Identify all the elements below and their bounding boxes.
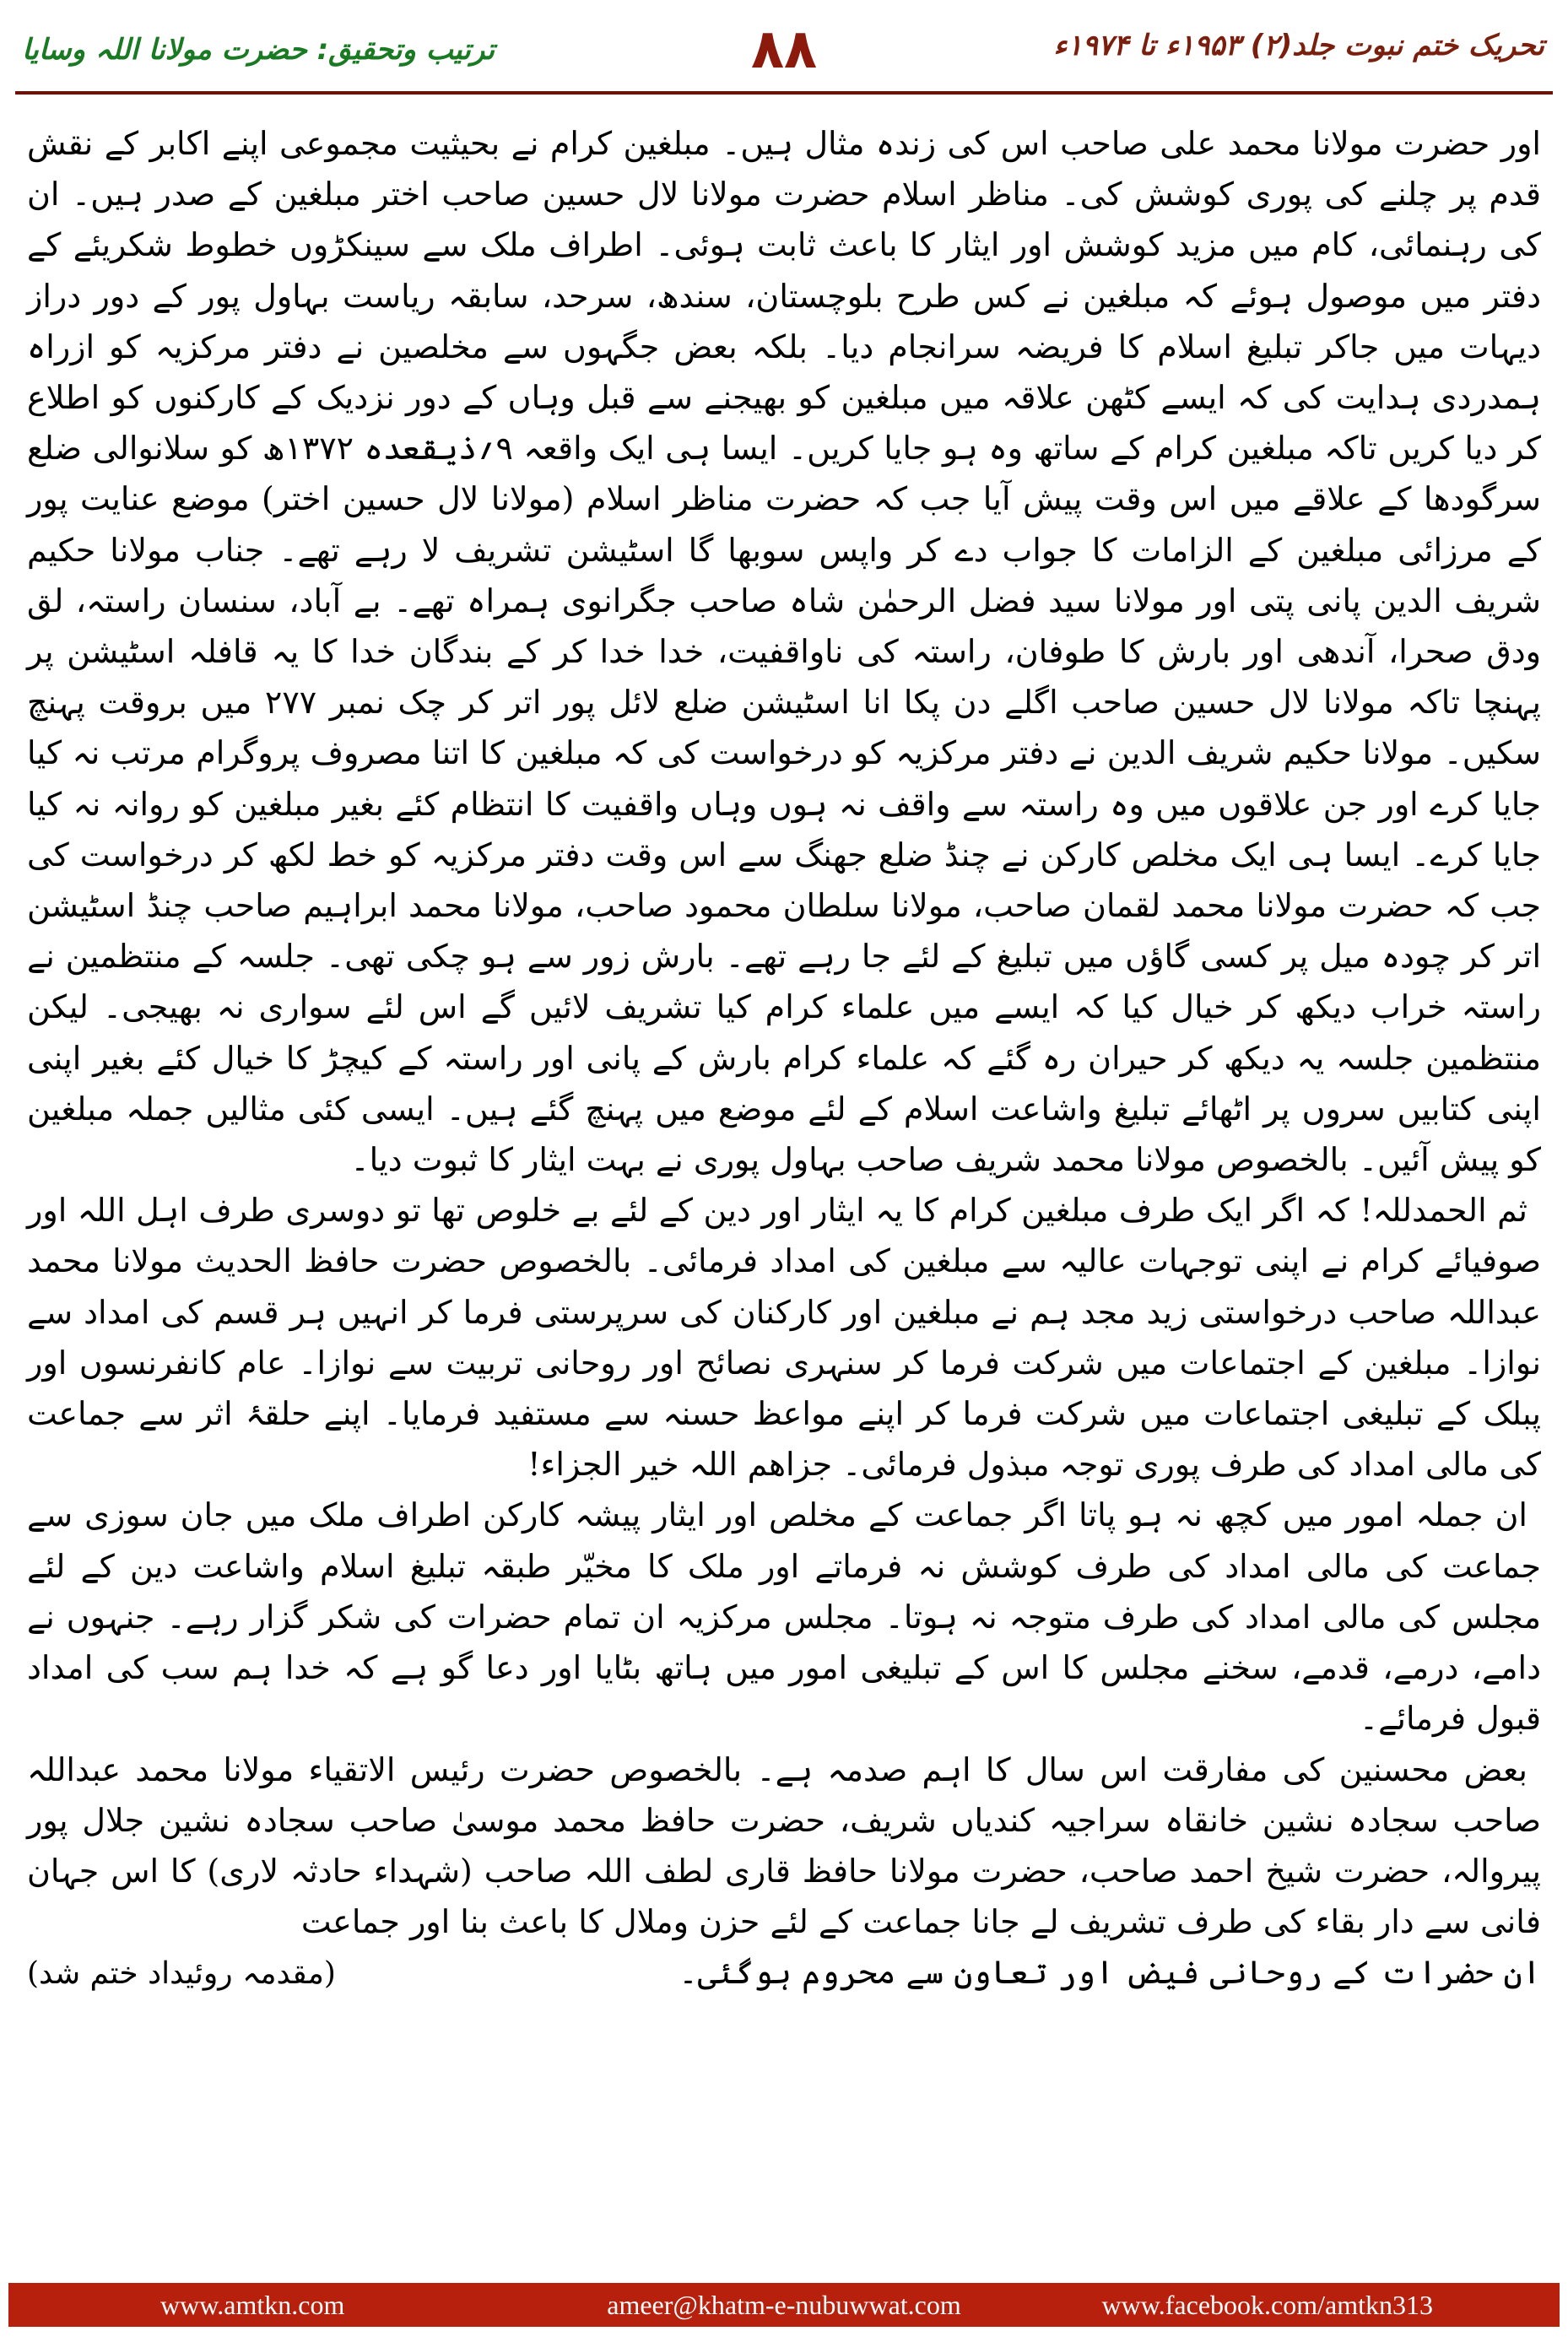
paragraph-3: ان جملہ امور میں کچھ نہ ہو پاتا اگر جماعت کے مخلص اور ایثار پیشہ کارکن اطراف ملک میں جان سوزی سے جماعت کی مالی امداد کی طرف کوشش نہ فرماتے اور ملک کا مخیّر طبقہ تبلیغ اسلام واشاعت دین کے لئے مجلس کی مالی امداد کی طرف متوجہ نہ ہوتا۔ مجلس مرکزیہ ان تمام حضرات کی شکر گزار رہے۔ جنہوں نے دامے، درمے، قدمے، سخنے مجلس کا اس کے تبلیغی امور میں ہاتھ بٹایا اور دعا گو ہے کہ خدا ہم سب کی امداد قبول فرمائے۔ <box>27 1496 1541 1738</box>
paragraph-4-last-line: ان حضرات کے روحانی فیض اور تعاون سے محروم ہوگئی۔ <box>679 1954 1541 1992</box>
facebook-link[interactable]: www.facebook.com/amtkn313 <box>1101 2290 1433 2320</box>
page-footer <box>8 2283 1560 2327</box>
website-link[interactable]: www.amtkn.com <box>160 2290 345 2320</box>
page-number: ۸۸ <box>750 19 818 81</box>
page-header <box>0 0 1568 101</box>
email-link[interactable]: ameer@khatm-e-nubuwwat.com <box>607 2290 961 2320</box>
paragraph-1: اور حضرت مولانا محمد علی صاحب اس کی زندہ مثال ہیں۔ مبلغین کرام نے بحیثیت مجموعی اپنے اکابر کے نقش قدم پر چلنے کی پوری کوشش کی۔ مناظر اسلام حضرت مولانا لال حسین صاحب اختر مبلغین کے صدر ہیں۔ ان کی رہنمائی، کام میں مزید کوشش اور ایثار کا باعث ثابت ہوئی۔ اطراف ملک سے سینکڑوں خطوط شکریئے کے دفتر میں موصول ہوئے کہ مبلغین نے کس طرح بلوچستان، سندھ، سرحد، سابقہ ریاست بہاول پور کے دور دراز دیہات میں جاکر تبلیغ اسلام کا فریضہ سرانجام دیا۔ بلکہ بعض جگہوں سے مخلصین نے دفتر مرکزیہ کو ازراہ ہمدردی ہدایت کی کہ ایسے کٹھن علاقہ میں مبلغین کو بھیجنے سے قبل وہاں کے دور نزدیک کے کارکنوں کو اطلاع کر دیا کریں تاکہ مبلغین کرام کے ساتھ وہ ہو جایا کریں۔ ایسا ہی ایک واقعہ ۹؍ذیقعدہ ۱۳۷۲ھ کو سلانوالی ضلع سرگودھا کے علاقے میں اس وقت پیش آیا جب کہ حضرت مناظر اسلام (مولانا لال حسین اختر) موضع عنایت پور کے مرزائی مبلغین کے الزامات کا جواب دے کر واپس سوبھا گا اسٹیشن تشریف لا رہے تھے۔ جناب مولانا حکیم شریف الدین پانی پتی اور مولانا سید فضل الرحمٰن شاہ صاحب جگرانوی ہمراہ تھے۔ بے آباد، سنسان راستہ، لق ودق صحرا، آندھی اور بارش کا طوفان، راستہ کی ناواقفیت، خدا خدا کر کے بندگان خدا کا یہ قافلہ اسٹیشن پر پہنچا تاکہ مولانا لال حسین صاحب اگلے دن پکا انا اسٹیشن ضلع لائل پور اتر کر چک نمبر ۲۷۷ میں بروقت پہنچ سکیں۔ مولانا حکیم شریف الدین نے دفتر مرکزیہ کو درخواست کی کہ مبلغین کا اتنا مصروف پروگرام مرتب نہ کیا جایا کرے اور جن علاقوں میں وہ راستہ سے واقف نہ ہوں وہاں واقفیت کا انتظام کئے بغیر مبلغین کو روانہ نہ کیا جایا کرے۔ ایسا ہی ایک مخلص کارکن نے چنڈ ضلع جھنگ سے اس وقت دفتر مرکزیہ کو خط لکھ کر درخواست کی جب کہ حضرت مولانا محمد لقمان صاحب، مولانا سلطان محمود صاحب، مولانا محمد ابراہیم صاحب چنڈ اسٹیشن اتر کر چودہ میل پر کسی گاؤں میں تبلیغ کے لئے جا رہے تھے۔ بارش زور سے ہو چکی تھی۔ جلسہ کے منتظمین نے راستہ خراب دیکھ کر خیال کیا کہ ایسے میں علماء کرام کیا تشریف لائیں گے اس لئے سواری نہ بھیجی۔ لیکن منتظمین جلسہ یہ دیکھ کر حیران رہ گئے کہ علماء کرام بارش کے پانی اور راستہ کے کیچڑ کا خیال کئے بغیر اپنی اپنی کتابیں سروں پر اٹھائے تبلیغ واشاعت اسلام کے لئے موضع میں پہنچ گئے ہیں۔ ایسی کئی مثالیں جملہ مبلغین کو پیش آئیں۔ بالخصوص مولانا محمد شریف صاحب بہاول پوری نے بہت ایثار کا ثبوت دیا۔ <box>27 125 1541 1179</box>
page-body <box>27 118 1541 2262</box>
compiler-credit: ترتیب وتحقیق: حضرت مولانا اللہ وسایا <box>22 33 495 67</box>
header-divider <box>15 91 1553 95</box>
end-note: (مقدمہ روئیداد ختم شد) <box>27 1956 336 1992</box>
closing-line <box>27 1947 1541 1999</box>
paragraph-4: بعض محسنین کی مفارقت اس سال کا اہم صدمہ ہے۔ بالخصوص حضرت رئیس الاتقیاء مولانا محمد عبداللہ صاحب سجادہ نشین خانقاہ سراجیہ کندیاں شریف، حضرت حافظ محمد موسیٰ صاحب سجادہ نشین جلال پور پیروالہ، حضرت شیخ احمد صاحب، حضرت مولانا حافظ قاری لطف اللہ صاحب (شہداء حادثہ لاری) کا اس جہان فانی سے دار بقاء کی طرف تشریف لے جانا جماعت کے لئے حزن وملال کا باعث بنا اور جماعت <box>27 1750 1541 1941</box>
book-title: تحریک ختم نبوت جلد(۲) ۱۹۵۳ء تا ۱۹۷۴ء <box>1053 29 1544 62</box>
paragraph-2: ثم الحمدللہ! کہ اگر ایک طرف مبلغین کرام کا یہ ایثار اور دین کے لئے بے خلوص تھا تو دوسری طرف اہل اللہ اور صوفیائے کرام نے اپنی توجہات عالیہ سے مبلغین کی امداد فرمائی۔ بالخصوص حضرت حافظ الحدیث مولانا محمد عبداللہ صاحب درخواستی زید مجد ہم نے مبلغین اور کارکنان کی سرپرستی فرما کر انہیں ہر قسم کی امداد سے نوازا۔ مبلغین کے اجتماعات میں شرکت فرما کر سنہری نصائح اور روحانی تربیت سے نوازا۔ عام کانفرنسوں اور پبلک کے تبلیغی اجتماعات میں شرکت فرما کر اپنے مواعظ حسنہ سے مستفید فرمایا۔ اپنے حلقۂ اثر سے جماعت کی مالی امداد کی طرف پوری توجہ مبذول فرمائی۔ جزاھم اللہ خیر الجزاء! <box>27 1192 1541 1484</box>
